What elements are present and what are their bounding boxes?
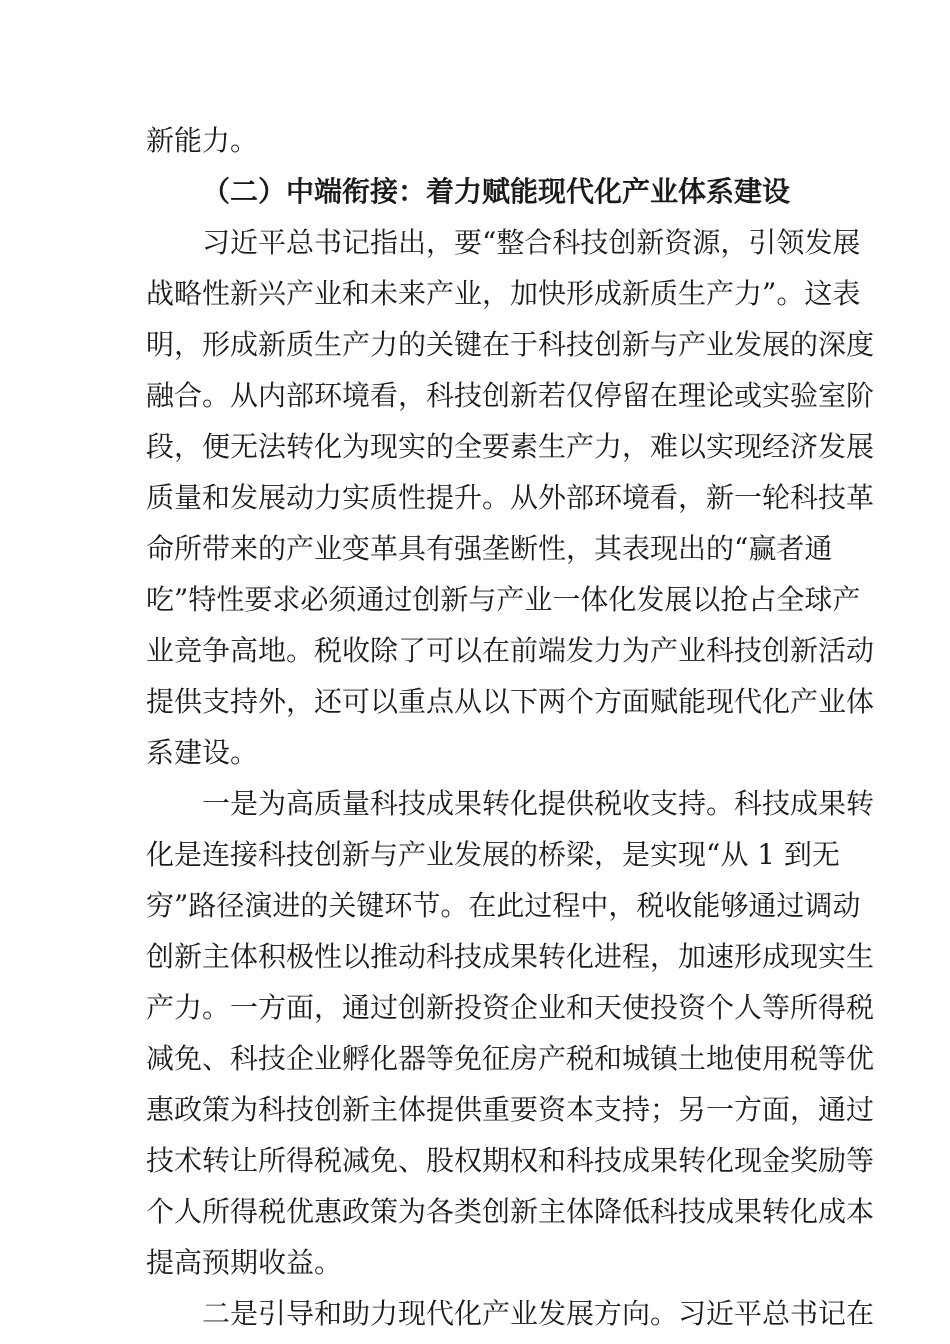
paragraph-line: 明，形成新质生产力的关键在于科技创新与产业发展的深度 (146, 328, 875, 361)
document-body (146, 115, 875, 1339)
paragraph-line: 业竞争高地。税收除了可以在前端发力为产业科技创新活动 (146, 634, 875, 667)
paragraph-line: 个人所得税优惠政策为各类创新主体降低科技成果转化成本 (146, 1195, 875, 1228)
paragraph-line: 减免、科技企业孵化器等免征房产税和城镇土地使用税等优 (146, 1042, 875, 1075)
paragraph-line: 吃”特性要求必须通过创新与产业一体化发展以抢占全球产 (146, 583, 861, 616)
paragraph-line: 系建设。 (146, 736, 259, 769)
paragraph-line: 段，便无法转化为现实的全要素生产力，难以实现经济发展 (146, 430, 875, 463)
paragraph-line: 命所带来的产业变革具有强垄断性，其表现出的“赢者通 (146, 532, 833, 565)
paragraph-line: 一是为高质量科技成果转化提供税收支持。科技成果转 (202, 787, 875, 820)
paragraph-line: 创新主体积极性以推动科技成果转化进程，加速形成现实生 (146, 940, 875, 973)
paragraph-1 (146, 217, 875, 778)
paragraph-line: 提高预期收益。 (146, 1246, 343, 1279)
section-heading: （二）中端衔接：着力赋能现代化产业体系建设 (202, 175, 791, 208)
paragraph-line: 融合。从内部环境看，科技创新若仅停留在理论或实验室阶 (146, 379, 875, 412)
paragraph-line: 化是连接科技创新与产业发展的桥梁，是实现“从 1 到无 (146, 838, 840, 871)
intro-tail-line: 新能力。 (146, 124, 259, 157)
paragraph-line: 提供支持外，还可以重点从以下两个方面赋能现代化产业体 (146, 685, 875, 718)
paragraph-line: 习近平总书记指出，要“整合科技创新资源，引领发展 (202, 226, 861, 259)
paragraph-line: 二是引导和助力现代化产业发展方向。习近平总书记在 (202, 1297, 875, 1330)
paragraph-line: 惠政策为科技创新主体提供重要资本支持；另一方面，通过 (146, 1093, 875, 1126)
paragraph-line: 穷”路径演进的关键环节。在此过程中，税收能够通过调动 (146, 889, 861, 922)
paragraph-line: 战略性新兴产业和未来产业，加快形成新质生产力”。这表 (146, 277, 861, 310)
paragraph-line: 技术转让所得税减免、股权期权和科技成果转化现金奖励等 (146, 1144, 875, 1177)
paragraph-3 (146, 1288, 875, 1339)
paragraph-line: 产力。一方面，通过创新投资企业和天使投资个人等所得税 (146, 991, 875, 1024)
paragraph-line: 质量和发展动力实质性提升。从外部环境看，新一轮科技革 (146, 481, 875, 514)
paragraph-2 (146, 778, 875, 1288)
